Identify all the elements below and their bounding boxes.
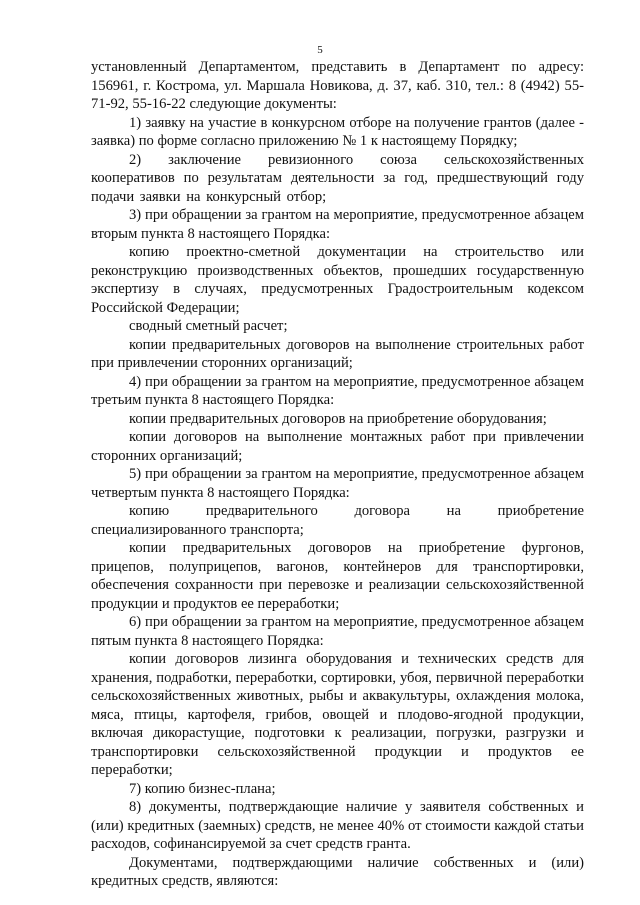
paragraph-item-4-installation-contracts: копии договоров на выполнение монтажных работ при привлечении сторонних организаций; [91, 429, 584, 464]
paragraph-supporting-documents: Документами, подтверждающими наличие собственных и (или) кредитных средств, являются: [91, 854, 584, 889]
paragraph-item-1: 1) заявку на участие в конкурсном отборе на получение грантов (далее - заявка) по форме согласно приложению № 1 к настоящему Порядку; [91, 114, 584, 149]
paragraph-item-6: 6) при обращении за грантом на мероприятие, предусмотренное абзацем пятым пункта 8 настоящего Порядка: [91, 614, 584, 649]
paragraph-item-5-vans-contracts: копии предварительных договоров на приобретение фургонов, прицепов, полуприцепов, вагонов, контейнеров для транспортировки, обеспечения сохранности при перевозке и реализации сельскохозяйственной продукции и продуктов ее переработки; [91, 540, 584, 612]
document-body [91, 58, 584, 891]
paragraph-item-5-transport-contract: копию предварительного договора на приобретение специализированного транспорта; [91, 503, 584, 538]
paragraph-item-8: 8) документы, подтверждающие наличие у заявителя собственных и (или) кредитных (заемных) средств, не менее 40% от стоимости каждой статьи расходов, софинансируемой за счет средств гранта. [91, 799, 584, 852]
paragraph-item-3-construction-contracts: копии предварительных договоров на выполнение строительных работ при привлечении сторонних организаций; [91, 336, 584, 371]
paragraph-intro: установленный Департаментом, представить в Департамент по адресу: 156961, г. Кострома, ул. Маршала Новикова, д. 37, каб. 310, тел.: 8 (4942) 55-71-92, 55-16-22 следующие документы: [91, 59, 584, 112]
page-number: 5 [317, 44, 323, 56]
paragraph-item-6-leasing-contracts: копии договоров лизинга оборудования и технических средств для хранения, подработки, переработки, сортировки, убоя, первичной переработки сельскохозяйственных животных, рыбы и аквакультуры, охлаждения молока, мяса, птицы, картофеля, грибов, овощей и плодово-ягодной продукции, включая дикорастущие, подготовки к реализации, погрузки, разгрузки и транспортировки сельскохозяйственной продукции и продуктов ее переработки; [91, 651, 584, 778]
paragraph-item-2: 2) заключение ревизионного союза сельскохозяйственных кооперативов по результатам деятельности за год, предшествующий году подачи заявки на конкурсный отбор; [91, 151, 584, 205]
paragraph-item-4-equipment-contracts: копии предварительных договоров на приобретение оборудования; [129, 410, 547, 427]
paragraph-item-4: 4) при обращении за грантом на мероприятие, предусмотренное абзацем третьим пункта 8 настоящего Порядка: [91, 373, 584, 408]
paragraph-item-3: 3) при обращении за грантом на мероприятие, предусмотренное абзацем вторым пункта 8 настоящего Порядка: [91, 207, 584, 242]
paragraph-item-3-design-docs: копию проектно-сметной документации на строительство или реконструкцию производственных объектов, прошедших государственную экспертизу в случаях, предусмотренных Градостроительным кодексом Российской Федерации; [91, 244, 584, 316]
paragraph-item-5: 5) при обращении за грантом на мероприятие, предусмотренное абзацем четвертым пункта 8 настоящего Порядка: [91, 466, 584, 501]
paragraph-item-7: 7) копию бизнес-плана; [129, 780, 276, 797]
paragraph-item-3-estimate: сводный сметный расчет; [129, 318, 288, 334]
